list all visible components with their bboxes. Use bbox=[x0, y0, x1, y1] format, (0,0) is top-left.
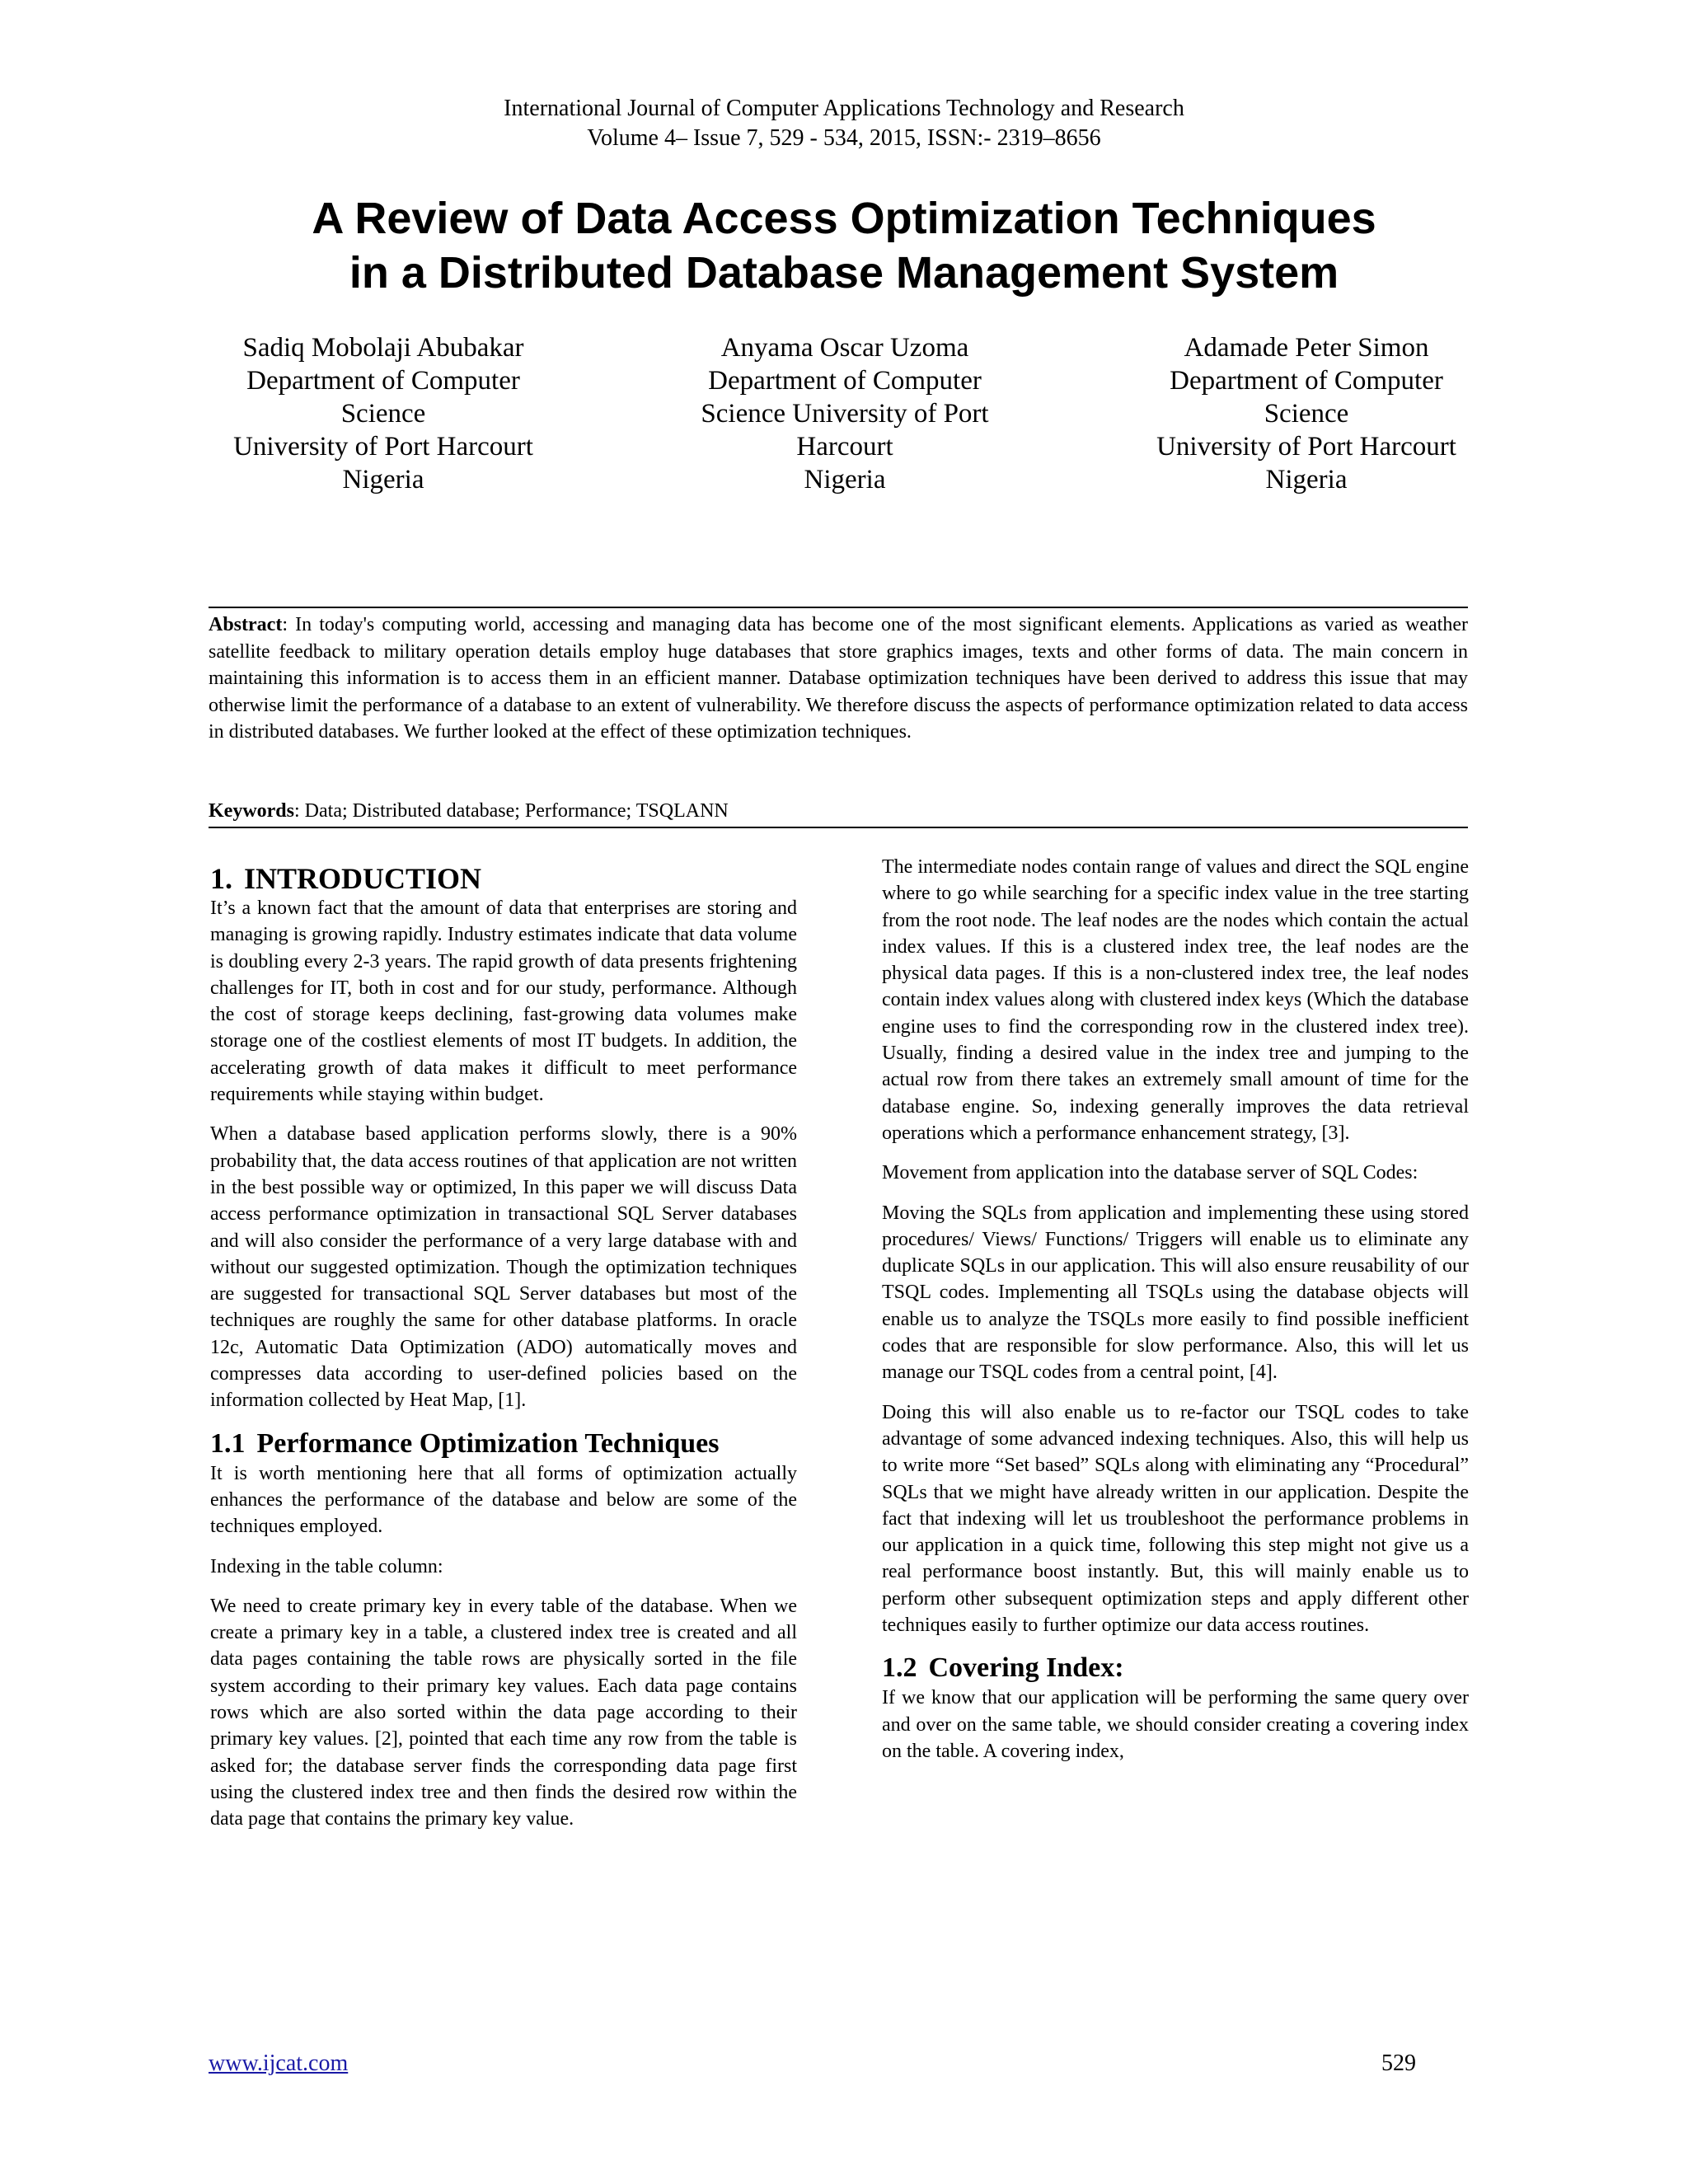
keywords-bottom-rule bbox=[209, 827, 1468, 828]
section-number: 1. bbox=[210, 862, 232, 895]
section-heading-covering-index bbox=[882, 1652, 1469, 1685]
author-affiliation-line: Nigeria bbox=[342, 465, 424, 494]
author-name: Adamade Peter Simon bbox=[1184, 333, 1429, 363]
keywords-text: : Data; Distributed database; Performance; TSQLANN bbox=[294, 800, 729, 822]
author-2 bbox=[672, 331, 1018, 496]
author-block bbox=[210, 331, 1479, 496]
paragraph: It is worth mentioning here that all forms of optimization actually enhances the performance of the database and below are some of the techniques employed. bbox=[210, 1462, 797, 1538]
abstract-label: Abstract bbox=[209, 614, 283, 635]
paragraph: When a database based application performs slowly, there is a 90% probability that, the data access routines of that application are not written in the best possible way or optimized, In this paper we will discuss Data access performance optimization in transactional SQL Server databases and will also consider the performance of a very large database with and without our suggested optimization. Though the optimization techniques are suggested for transactional SQL Server databases but most of the techniques are roughly the same for other database platforms. In oracle 12c, Automatic Data Optimization (ADO) automatically moves and compresses data according to user-defined policies based on the information collected by Heat Map, [1]. bbox=[210, 1123, 797, 1412]
abstract bbox=[209, 612, 1468, 746]
paragraph: The intermediate nodes contain range of values and direct the SQL engine where to go while searching for a specific index value in the tree starting from the root node. The leaf nodes are the nodes which contain the actual index values. If this is a clustered index tree, the leaf nodes are the physical data pages. If this is a non-clustered index tree, the leaf nodes contain index values along with clustered index keys (Which the database engine uses to find the corresponding row in the clustered index tree). Usually, finding a desired value in the index tree and jumping to the actual row from there takes an extremely small amount of time for the database engine. So, indexing generally improves the data retrieval operations which a performance enhancement strategy, [3]. bbox=[882, 856, 1469, 1144]
paragraph: It’s a known fact that the amount of data that enterprises are storing and managing is growing rapidly. Industry estimates indicate that data volume is doubling every 2-3 years. The rapid growth of data presents frightening challenges for IT, both in cost and for our study, performance. Although the cost of storage keeps declining, fast-growing data volumes make storage one of the costliest elements of most IT budgets. In addition, the accelerating growth of data makes it difficult to meet performance requirements while staying within budget. bbox=[210, 898, 797, 1106]
page-number: 529 bbox=[1381, 2050, 1416, 2076]
section-title: INTRODUCTION bbox=[244, 862, 482, 895]
author-affiliation-line: Nigeria bbox=[1265, 465, 1348, 494]
author-3 bbox=[1133, 331, 1479, 496]
author-affiliation-line: Science bbox=[1264, 399, 1349, 429]
journal-name: International Journal of Computer Applications Technology and Research bbox=[504, 96, 1184, 121]
paper-title bbox=[165, 191, 1523, 300]
title-line-2: in a Distributed Database Management System bbox=[349, 248, 1339, 298]
paragraph: Indexing in the table column: bbox=[210, 1555, 443, 1577]
author-1 bbox=[210, 331, 556, 496]
paragraph: We need to create primary key in every table of the database. When we create a primary key in a table, a clustered index tree is created and all data pages containing the table rows are physically sorted in the file system according to their primary key values. Each data page contains rows which are also sorted within the data page according to their primary key values. [2], pointed that each time any row from the table is asked for; the database server finds the corresponding data page first using the clustered index tree and then finds the desired row within the data page that contains the primary key value. bbox=[210, 1595, 797, 1830]
section-heading-introduction bbox=[210, 862, 797, 895]
author-affiliation-line: Department of Computer bbox=[1170, 366, 1443, 396]
author-affiliation-line: Department of Computer bbox=[246, 366, 520, 396]
left-column bbox=[210, 859, 797, 1846]
paragraph: If we know that our application will be performing the same query over and over on the same table, we should consider creating a covering index on the table. A covering index, bbox=[882, 1687, 1469, 1762]
abstract-top-rule bbox=[209, 607, 1468, 608]
author-affiliation-line: Nigeria bbox=[804, 465, 886, 494]
author-name: Anyama Oscar Uzoma bbox=[720, 333, 969, 363]
section-title: Covering Index: bbox=[928, 1652, 1124, 1684]
paragraph: Movement from application into the database server of SQL Codes: bbox=[882, 1162, 1418, 1184]
right-column bbox=[882, 854, 1469, 1778]
section-title: Performance Optimization Techniques bbox=[256, 1427, 720, 1459]
author-affiliation-line: Science bbox=[340, 399, 426, 429]
journal-header bbox=[0, 94, 1688, 153]
author-affiliation-line: University of Port Harcourt bbox=[233, 432, 533, 462]
keywords-label: Keywords bbox=[209, 800, 294, 822]
section-number: 1.2 bbox=[882, 1652, 917, 1684]
footer-website-link[interactable]: www.ijcat.com bbox=[209, 2050, 349, 2076]
author-affiliation-line: University of Port Harcourt bbox=[1156, 432, 1456, 462]
author-affiliation-line: Department of Computer bbox=[708, 366, 982, 396]
paragraph: Doing this will also enable us to re-factor our TSQL codes to take advantage of some advanced indexing techniques. Also, this will help us to write more “Set based” SQLs along with eliminating any “Procedural” SQLs that we might have already written in our application. Despite the fact that indexing will let us troubleshoot the performance problems in our application in a quick time, following this step might not give us a real performance boost instantly. But, this will mainly enable us to perform other subsequent optimization steps and apply different other techniques easily to further optimize our data access routines. bbox=[882, 1401, 1469, 1637]
abstract-text: : In today's computing world, accessing and managing data has become one of the most significant elements. Applications as varied as weather satellite feedback to military operation details employ huge databases that store graphics images, texts and other forms of data. The main concern in maintaining this information is to access them in an efficient manner. Database optimization techniques have been derived to address this issue that may otherwise limit the performance of a database to an extent of vulnerability. We therefore discuss the aspects of performance optimization related to data access in distributed databases. We further looked at the effect of these optimization techniques. bbox=[209, 614, 1468, 743]
section-heading-performance-optimization bbox=[210, 1427, 797, 1460]
paragraph: Moving the SQLs from application and implementing these using stored procedures/ Views/ Functions/ Triggers will enable us to eliminate any duplicate SQLs in our application. This will also ensure reusability of our TSQL codes. Implementing all TSQLs using the database objects will enable us to analyze the TSQLs more easily to find possible inefficient codes that are responsible for slow performance. Also, this will let us manage our TSQL codes from a central point, [4]. bbox=[882, 1202, 1469, 1384]
author-name: Sadiq Mobolaji Abubakar bbox=[242, 333, 524, 363]
journal-volume: Volume 4– Issue 7, 529 - 534, 2015, ISSN:- 2319–8656 bbox=[587, 125, 1101, 151]
title-line-1: A Review of Data Access Optimization Techniques bbox=[312, 194, 1376, 243]
keywords bbox=[209, 798, 1468, 824]
author-affiliation-line: Science University of Port bbox=[701, 399, 989, 429]
section-number: 1.1 bbox=[210, 1427, 246, 1459]
author-affiliation-line: Harcourt bbox=[796, 432, 893, 462]
